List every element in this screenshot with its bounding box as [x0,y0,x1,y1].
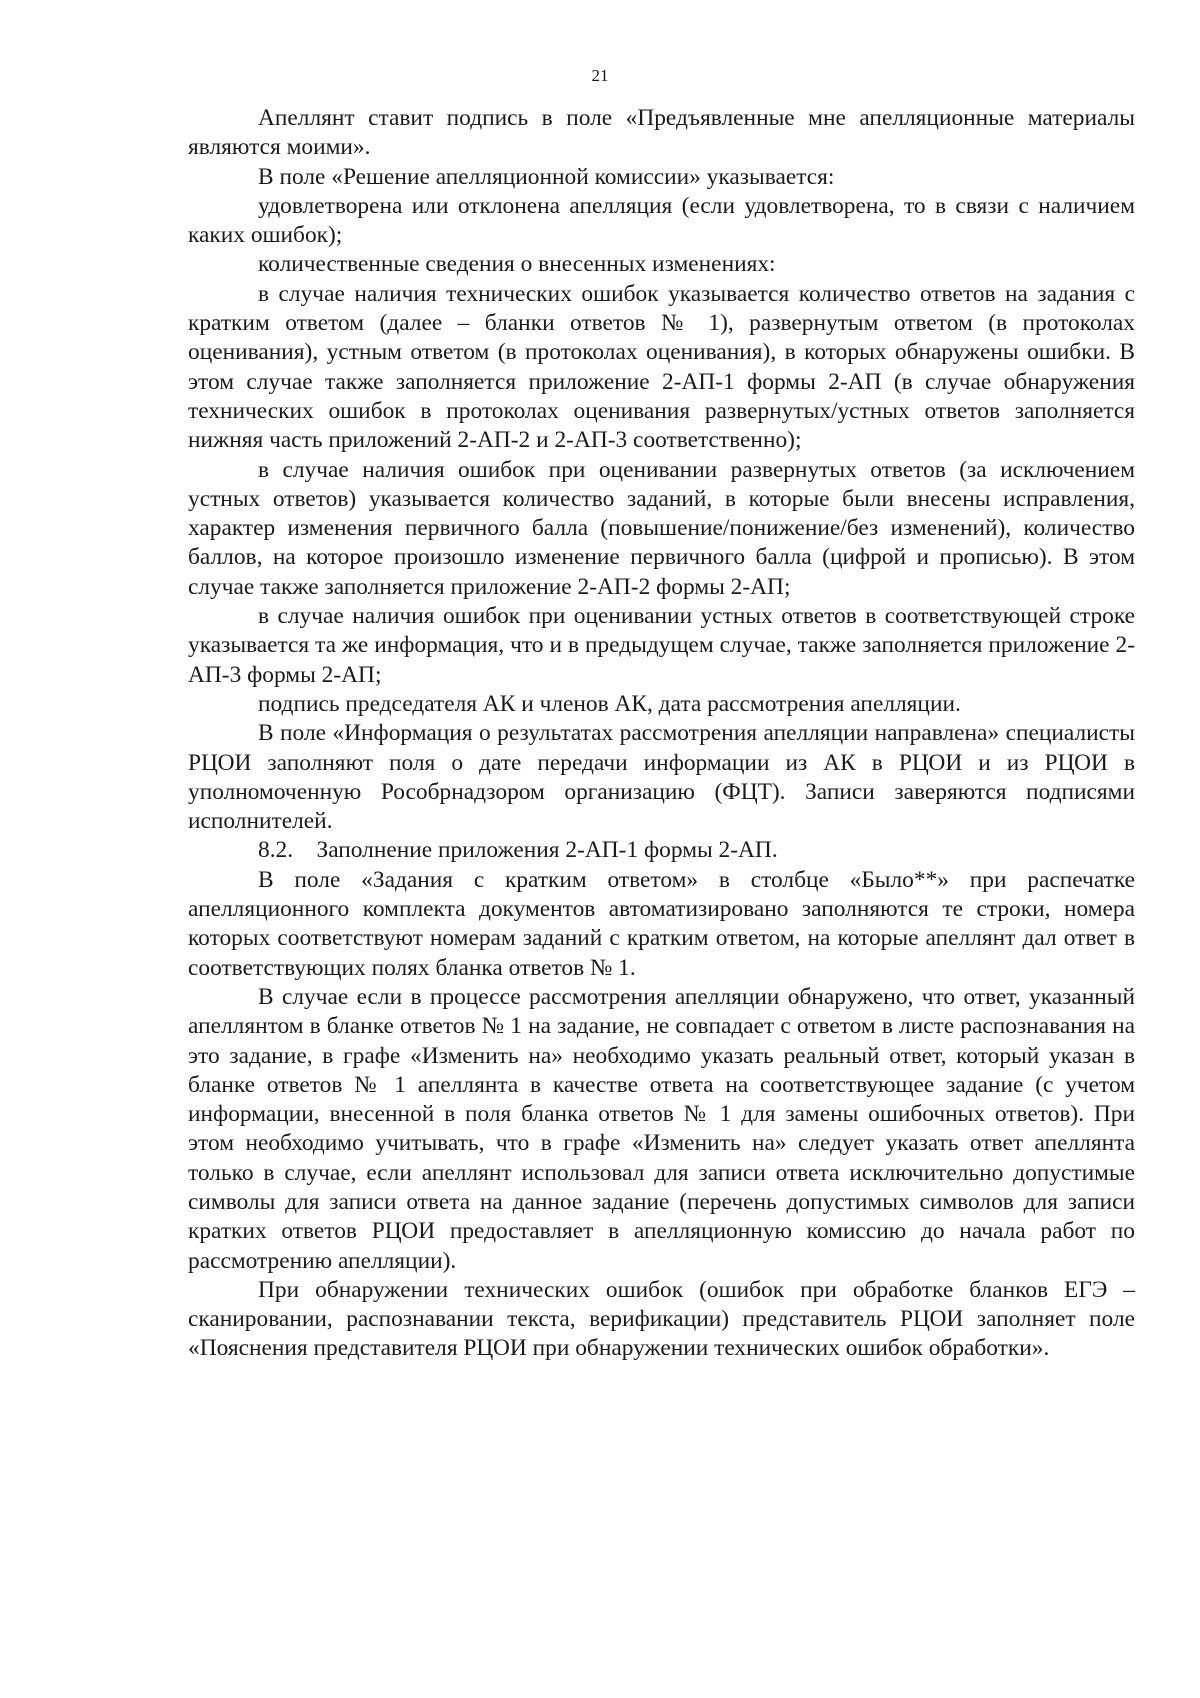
paragraph-commission-decision-field: В поле «Решение апелляционной комиссии» указывается: [258,163,835,190]
paragraph-appeal-outcome: удовлетворена или отклонена апелляция (если удовлетворена, то в связи с наличием каких ошибок); [188,192,1135,249]
section-heading-8-2: 8.2. Заполнение приложения 2-АП-1 формы 2-АП. [258,837,778,864]
paragraph-written-answer-errors: в случае наличия ошибок при оценивании развернутых ответов (за исключением устных ответов) указывается количество заданий, в которые были внесены исправления, характер изменения первичного балла (повышение/понижение/без изменений), количество баллов, на которое произошло изменение первичного балла (цифрой и прописью). В этом случае также заполняется приложение 2-АП-2 формы 2-АП; [188,456,1135,600]
paragraph-appellant-signature: Апеллянт ставит подпись в поле «Предъявленные мне апелляционные материалы являются моими». [188,105,1135,161]
paragraph-oral-answer-errors: в случае наличия ошибок при оценивании устных ответов в соответствующей строке указывается та же информация, что и в предыдущем случае, также заполняется приложение 2-АП-3 формы 2-АП; [188,603,1135,688]
paragraph-signatures: подпись председателя АК и членов АК, дата рассмотрения апелляции. [258,690,961,717]
paragraph-quantitative-info: количественные сведения о внесенных изменениях: [258,251,776,278]
document-body [188,104,1135,1364]
paragraph-information-field: В поле «Информация о результатах рассмотрения апелляции направлена» специалисты РЦОИ заполняют поля о дате передачи информации из АК в РЦОИ и из РЦОИ в уполномоченную Рособрнадзором организацию (ФЦТ). Записи заверяются подписями исполнителей. [188,720,1135,835]
paragraph-answer-mismatch: В случае если в процессе рассмотрения апелляции обнаружено, что ответ, указанный апеллянтом в бланке ответов № 1 на задание, не совпадает с ответом в листе распознавания на это задание, в графе «Изменить на» необходимо указать реальный ответ, который указан в бланке ответов № 1 апеллянта в качестве ответа на соответствующее задание (с учетом информации, внесенной в поля бланка ответов № 1 для замены ошибочных ответов). При этом необходимо учитывать, что в графе «Изменить на» следует указать ответ апеллянта только в случае, если апеллянт использовал для записи ответа исключительно допустимые символы для записи ответа на данное задание (перечень допустимых символов для записи кратких ответов РЦОИ предоставляет в апелляционную комиссию до начала работ по рассмотрению апелляции). [188,983,1135,1274]
paragraph-technical-errors: в случае наличия технических ошибок указывается количество ответов на задания с кратким ответом (далее – бланки ответов № 1), развернутым ответом (в протоколах оценивания), устным ответом (в протоколах оценивания), в которых обнаружены ошибки. В этом случае также заполняется приложение 2-АП-1 формы 2-АП (в случае обнаружения технических ошибок в протоколах оценивания развернутых/устных ответов заполняется нижняя часть приложений 2-АП-2 и 2-АП-3 соответственно); [188,280,1135,454]
paragraph-short-answer-tasks: В поле «Задания с кратким ответом» в столбце «Было**» при распечатке апелляционного комплекта документов автоматизировано заполняются те строки, номера которых соответствуют номерам заданий с кратким ответом, на которые апеллянт дал ответ в соответствующих полях бланка ответов № 1. [188,866,1135,981]
page-number: 21 [591,66,609,85]
paragraph-rcoi-technical-errors: При обнаружении технических ошибок (ошибок при обработке бланков ЕГЭ – сканировании, распознавании текста, верификации) представитель РЦОИ заполняет поле «Пояснения представителя РЦОИ при обнаружении технических ошибок обработки». [188,1276,1135,1362]
